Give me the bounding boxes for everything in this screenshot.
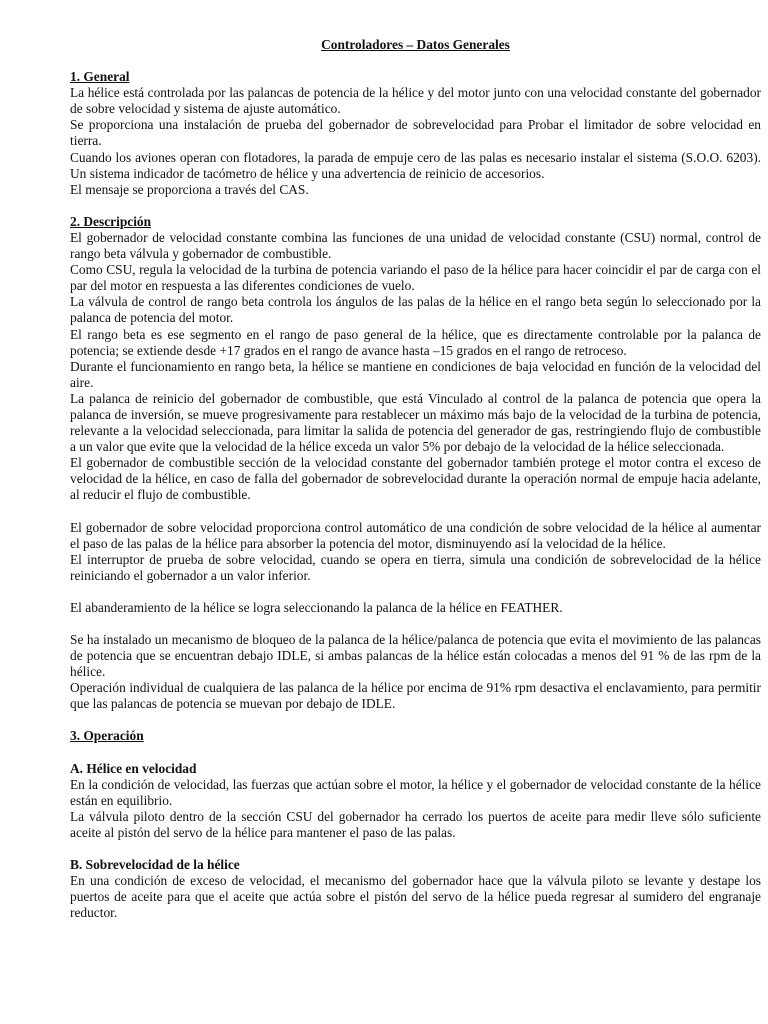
paragraph: Durante el funcionamiento en rango beta, la hélice se mantiene en condiciones de baja velocidad en función de la velocidad del aire. xyxy=(70,358,761,390)
paragraph: Como CSU, regula la velocidad de la turbina de potencia variando el paso de la hélice para hacer coincidir el par de carga con el par del motor en respuesta a las diferentes condiciones de vuelo. xyxy=(70,262,761,294)
paragraph: En una condición de exceso de velocidad, el mecanismo del gobernador hace que la válvula piloto se levante y destape los puertos de aceite para que el aceite que actúa sobre el pistón del servo de la hélice pueda regresar al sumidero del engranaje reductor. xyxy=(70,873,761,921)
paragraph: El mensaje se proporciona a través del CAS. xyxy=(70,181,309,197)
paragraph: El gobernador de velocidad constante combina las funciones de una unidad de velocidad constante (CSU) normal, control de rango beta válvula y gobernador de combustible. xyxy=(70,229,761,262)
paragraph: El abanderamiento de la hélice se logra seleccionando la palanca de la hélice en FEATHER. xyxy=(70,599,563,615)
paragraph: El gobernador de sobre velocidad proporciona control automático de una condición de sobre velocidad de la hélice al aumentar el paso de las palas de la hélice para absorber la potencia del motor, disminuyendo así la velocidad de la hélice. xyxy=(70,519,761,551)
document-page xyxy=(70,37,761,921)
paragraph: La válvula piloto dentro de la sección CSU del gobernador ha cerrado los puertos de aceite para medir lleve sólo suficiente aceite al pistón del servo de la hélice para mantener el paso de las palas. xyxy=(70,808,761,840)
paragraph: En la condición de velocidad, las fuerzas que actúan sobre el motor, la hélice y el gobernador de velocidad constante de la hélice están en equilibrio. xyxy=(70,776,761,808)
spacer xyxy=(70,841,761,857)
spacer xyxy=(70,616,761,632)
paragraph: Se proporciona una instalación de prueba del gobernador de sobrevelocidad para Probar el limitador de sobre velocidad en tierra. xyxy=(70,117,761,149)
spacer xyxy=(70,198,761,214)
spacer xyxy=(70,712,761,728)
paragraph: El gobernador de combustible sección de la velocidad constante del gobernador también protege el motor contra el exceso de velocidad de la hélice, en caso de falla del gobernador de sobrevelocidad durante la operación normal de empuje hacia adelante, al reducir el flujo de combustible. xyxy=(70,455,761,503)
section-heading-descripcion: 2. Descripción xyxy=(70,213,152,229)
subsection-heading-sobrevelocidad: B. Sobrevelocidad de la hélice xyxy=(70,857,240,873)
paragraph: El rango beta es ese segmento en el rango de paso general de la hélice, que es directamente controlable por la palanca de potencia; se extiende desde +17 grados en el rango de avance hasta –15 grados en el rango de retroceso. xyxy=(70,326,761,358)
paragraph: La palanca de reinicio del gobernador de combustible, que está Vinculado al control de la palanca de potencia que opera la palanca de inversión, se mueve progresivamente para restablecer un máximo más bajo de la velocidad de la turbina de potencia, relevante a la velocidad seleccionada, para limitar la salida de potencia del generador de gas, restringiendo flujo de combustible a un valor que evite que la velocidad de la hélice exceda un valor 5% por debajo de la velocidad de la hélice seleccionada. xyxy=(70,390,761,455)
paragraph: Cuando los aviones operan con flotadores, la parada de empuje cero de las palas es necesario instalar el sistema (S.O.O. 6203). Un sistema indicador de tacómetro de hélice y una advertencia de reinicio de accesorios. xyxy=(70,149,761,181)
section-heading-general: 1. General xyxy=(70,69,130,85)
spacer xyxy=(70,584,761,600)
subsection-heading-helice-en-velocidad: A. Hélice en velocidad xyxy=(70,760,197,776)
section-heading-operacion: 3. Operación xyxy=(70,728,144,744)
paragraph: Se ha instalado un mecanismo de bloqueo de la palanca de la hélice/palanca de potencia que evita el movimiento de las palancas de potencia que se encuentran debajo IDLE, si ambas palancas de la hélice están colocadas a menos del 91 % de las rpm de la hélice. xyxy=(70,632,761,680)
paragraph: La hélice está controlada por las palancas de potencia de la hélice y del motor junto con una velocidad constante del gobernador de sobre velocidad y sistema de ajuste automático. xyxy=(70,85,761,117)
paragraph: El interruptor de prueba de sobre velocidad, cuando se opera en tierra, simula una condición de sobrevelocidad de la hélice reiniciando el gobernador a un valor inferior. xyxy=(70,551,761,583)
spacer xyxy=(70,745,761,761)
document-title: Controladores – Datos Generales xyxy=(321,37,510,52)
paragraph: La válvula de control de rango beta controla los ángulos de las palas de la hélice en el rango beta según lo seleccionado por la palanca de potencia del motor. xyxy=(70,294,761,326)
paragraph: Operación individual de cualquiera de las palanca de la hélice por encima de 91% rpm desactiva el enclavamiento, para permitir que las palancas de potencia se muevan por debajo de IDLE. xyxy=(70,680,761,712)
spacer xyxy=(70,504,761,520)
